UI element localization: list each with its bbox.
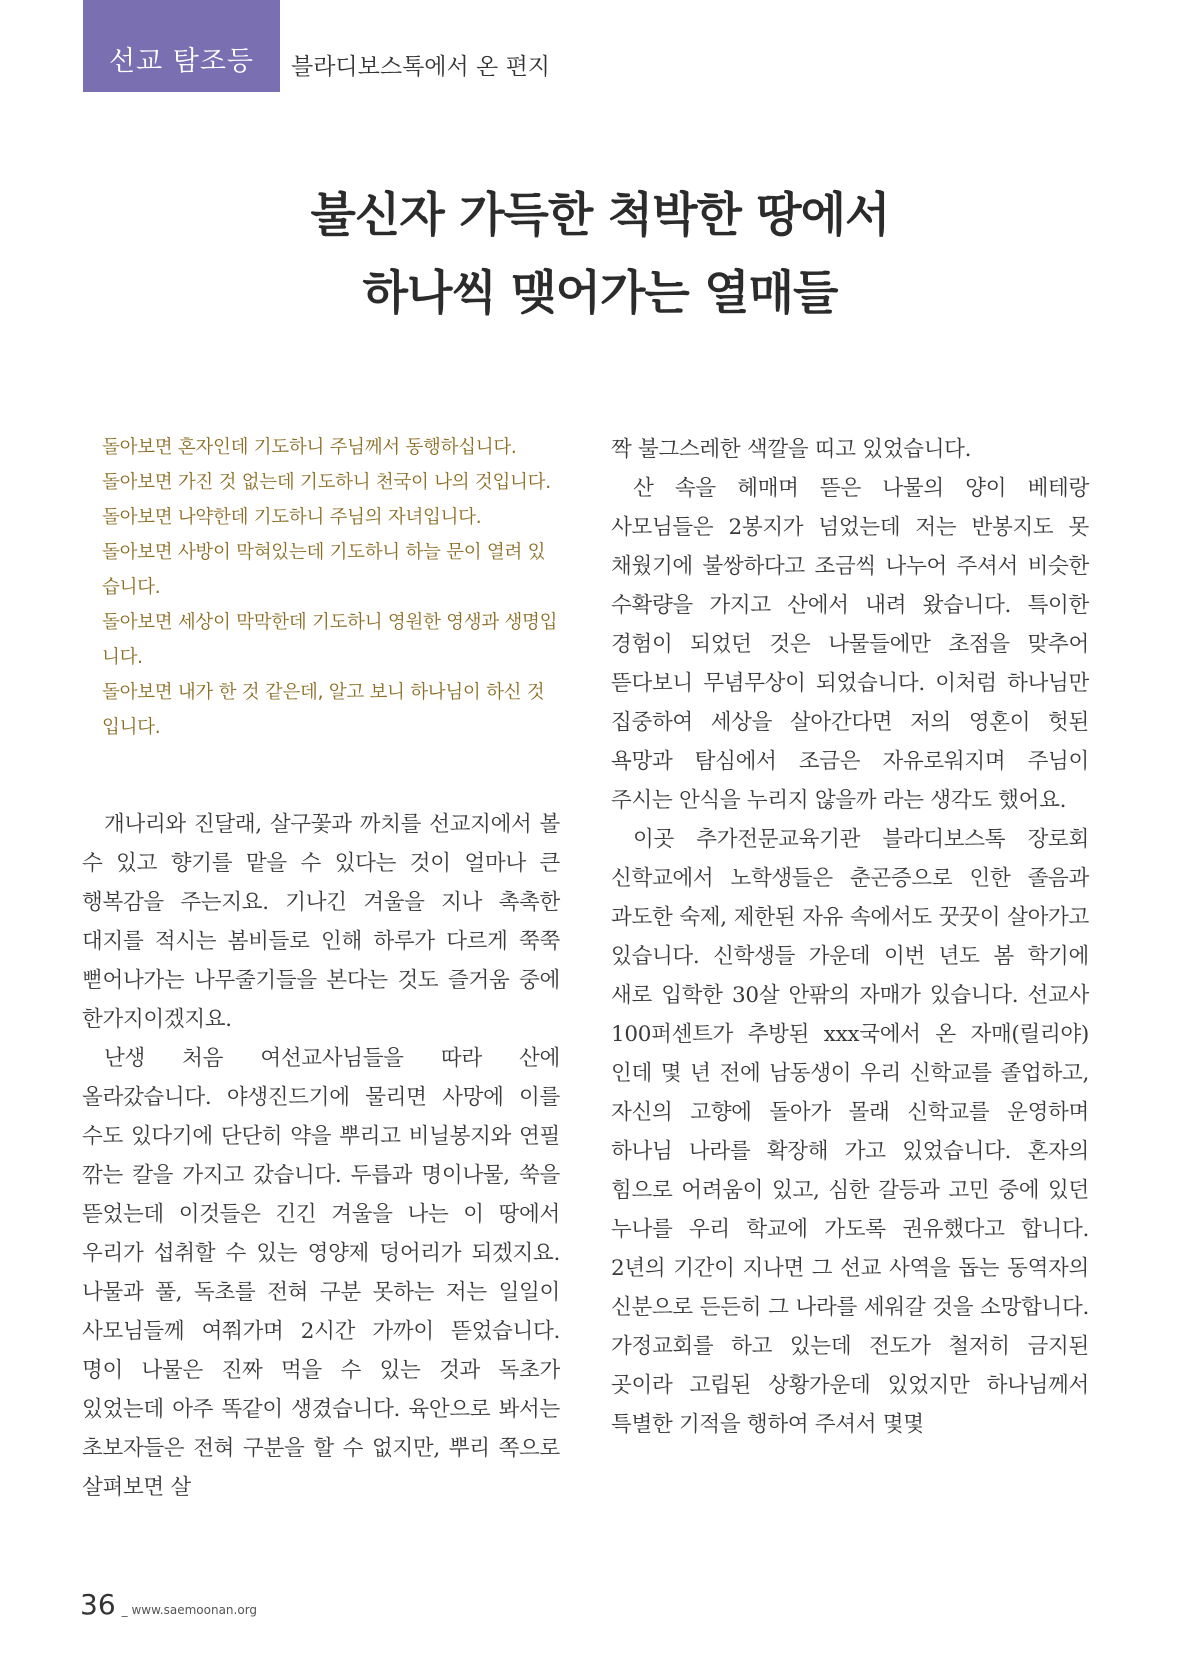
opening-quote bbox=[82, 430, 560, 745]
page-footer bbox=[80, 1588, 257, 1621]
paragraph: 이곳 추가전문교육기관 블라디보스톡 장로회 신학교에서 노학생들은 춘곤증으로 인한 졸음과 과도한 숙제, 제한된 자유 속에서도 꿋꿋이 살아가고 있습니다. 신학생들 가운데 이번 년도 봄 학기에 새로 입학한 30살 안팎의 자매가 있습니다. 선교사 100퍼센트가 추방된 xxx국에서 온 자매(릴리야)인데 몇 년 전에 남동생이 우리 신학교를 졸업하고, 자신의 고향에 돌아가 몰래 신학교를 운영하며 하나님 나라를 확장해 가고 있었습니다. 혼자의 힘으로 어려움이 있고, 심한 갈등과 고민 중에 있던 누나를 우리 학교에 가도록 권유했다고 합니다. 2년의 기간이 지나면 그 선교 사역을 돕는 동역자의 신분으로 든든히 그 나라를 세워갈 것을 소망합니다. 가정교회를 하고 있는데 전도가 철저히 금지된 곳이라 고립된 상황가운데 있었지만 하나님께서 특별한 기적을 행하여 주셔서 몇몇 bbox=[611, 827, 1089, 1437]
left-column bbox=[82, 430, 560, 1507]
quote-line: 돌아보면 내가 한 것 같은데, 알고 보니 하나님이 하신 것입니다. bbox=[102, 682, 545, 738]
paragraph: 산 속을 헤매며 뜯은 나물의 양이 베테랑 사모님들은 2봉지가 넘었는데 저는 반봉지도 못 채웠기에 불쌍하다고 조금씩 나누어 주셔서 비슷한 수확량을 가지고 산에서 내려 왔습니다. 특이한 경험이 되었던 것은 나물들에만 초점을 맞추어 뜯다보니 무념무상이 되었습니다. 이처럼 하나님만 집중하여 세상을 살아간다면 저의 영혼이 헛된 욕망과 탐심에서 조금은 자유로워지며 주님이 주시는 안식을 누리지 않을까 라는 생각도 했어요. bbox=[611, 476, 1089, 813]
quote-line: 돌아보면 나약한데 기도하니 주님의 자녀입니다. bbox=[102, 507, 482, 528]
quote-line: 돌아보면 혼자인데 기도하니 주님께서 동행하십니다. bbox=[102, 437, 517, 458]
page-number: 36 bbox=[80, 1588, 116, 1621]
quote-line: 돌아보면 사방이 막혀있는데 기도하니 하늘 문이 열려 있습니다. bbox=[102, 542, 546, 598]
section-subtitle: 블라디보스톡에서 온 편지 bbox=[291, 54, 551, 80]
paragraph: 짝 불그스레한 색깔을 띠고 있었습니다. bbox=[611, 437, 972, 462]
quote-line: 돌아보면 세상이 막막한데 기도하니 영원한 영생과 생명입니다. bbox=[102, 612, 558, 668]
paragraph: 개나리와 진달래, 살구꽃과 까치를 선교지에서 볼 수 있고 향기를 맡을 수 있다는 것이 얼마나 큰 행복감을 주는지요. 기나긴 겨울을 지나 촉촉한 대지를 적시는 봄비들로 인해 하루가 다르게 쭉쭉 뻗어나가는 나무줄기들을 본다는 것도 즐거움 중에 한가지이겠지요. bbox=[82, 812, 560, 1032]
article-title-line-2: 하나씩 맺어가는 열매들 bbox=[362, 266, 838, 321]
paragraph: 난생 처음 여선교사님들을 따라 산에 올라갔습니다. 야생진드기에 물리면 사망에 이를 수도 있다기에 단단히 약을 뿌리고 비닐봉지와 연필 깎는 칼을 가지고 갔습니다. 두릅과 명이나물, 쑥을 뜯었는데 이것들은 긴긴 겨울을 나는 이 땅에서 우리가 섭취할 수 있는 영양제 덩어리가 되겠지요. 나물과 풀, 독초를 전혀 구분 못하는 저는 일일이 사모님들께 여쭤가며 2시간 가까이 뜯었습니다. 명이 나물은 진짜 먹을 수 있는 것과 독초가 있었는데 아주 똑같이 생겼습니다. 육안으로 봐서는 초보자들은 전혀 구분을 할 수 없지만, 뿌리 쪽으로 살펴보면 살 bbox=[82, 1046, 560, 1500]
category-label: 선교 탐조등 bbox=[83, 0, 280, 92]
quote-line: 돌아보면 가진 것 없는데 기도하니 천국이 나의 것입니다. bbox=[102, 472, 551, 493]
article-title-line-1: 불신자 가득한 척박한 땅에서 bbox=[310, 188, 890, 243]
right-column bbox=[611, 430, 1089, 1444]
website-url: _ www.saemoonan.org bbox=[121, 1603, 258, 1617]
body-text-right bbox=[611, 430, 1089, 1444]
body-text-left bbox=[82, 805, 560, 1507]
